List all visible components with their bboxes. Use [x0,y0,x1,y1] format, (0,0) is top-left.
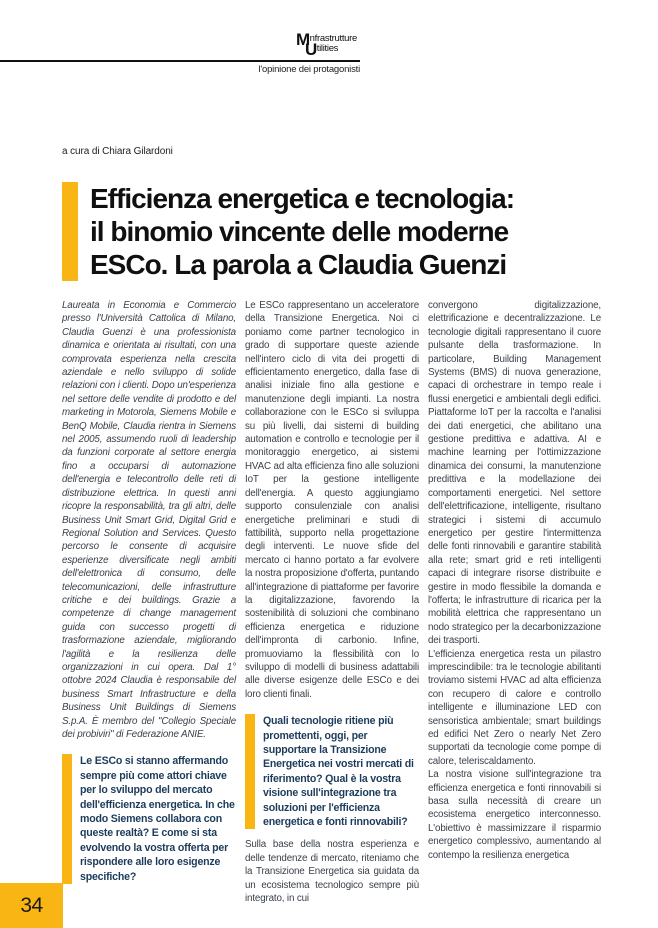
headline-line-1: Efficienza energetica e tecnologia: [90,183,515,214]
question-2-text: Quali tecnologie ritiene più promettenti, oggi, per supportare la Transizione Energetica nei vostri mercati di riferimento? Qual è la vostra visione sull'integrazione tra soluzioni per l'efficienza energetica e fonti rinnovabili? [263,715,414,829]
answer-2-paragraph-3: La nostra visione sull'integrazione tra efficienza energetica e fonti rinnovabili si basa sulla necessità di creare un ecosistema energetico interconnesso. L'obiettivo è massimizzare il risparmio energetico complessivo, aumentando al contempo la resilienza energetica [428,769,601,861]
page-number: 34 [20,893,43,917]
mu-infrastrutture-utilities-logo [296,30,366,59]
question-accent-bar [245,714,255,829]
masthead-tagline: l'opinione dei protagonisti [258,64,360,75]
question-accent-bar [62,754,72,884]
column-1 [62,299,236,893]
logo-word-tilities: tilities [316,43,339,54]
column-3 [428,299,601,862]
answer-2-paragraph-2: L'efficienza energetica resta un pilastro imprescindibile: tra le tecnologie abilitanti troviamo sistemi HVAC ad alta efficienza con recupero di calore e controllo intelligente e illuminazione LED con sensoristica ambientale; smart buildings ed edifici Net Zero o nearly Net Zero supportati da tecnologie come pompe di calore, teleriscaldamento. [428,648,601,767]
headline-accent-bar [62,182,78,281]
answer-1-text: Le ESCo rappresentano un acceleratore della Transizione Energetica. Noi ci poniamo come partner tecnologico in grado di supportare queste aziende nell'intero ciclo di vita dei progetti di efficientamento energetico, dalla fase di analisi iniziale fino alla gestione e manutenzione degli impianti. La nostra collaborazione con le ESCo si sviluppa su più livelli, dai sistemi di building automation e controllo e tecnologie per il monitoraggio energetico, ai sistemi HVAC ad alta efficienza fino alle soluzioni IoT per la gestione intelligente dell'energia. A questo aggiungiamo supporto consulenziale con analisi energetiche preliminari e studi di fattibilità, supporto nella progettazione degli interventi. Le nuove sfide del mercato ci hanno portato a far evolvere la nostra proposizione d'offerta, puntando all'integrazione di piattaforme per favorire la digitalizzazione, favorendo la sostenibilità di soluzioni che combinano efficienza energetica e riduzione dell'impronta di carbonio. Infine, promuoviamo la flessibilità con lo sviluppo di modelli di business adattabili alle diverse esigenze delle ESCo e dei loro clienti finali. [245,300,419,700]
logo-letter-m: M [296,30,310,49]
headline-line-3: ESCo. La parola a Claudia Guenzi [90,249,507,280]
question-1-block [62,754,236,884]
page-title [90,182,514,281]
interviewee-bio: Laureata in Economia e Commercio presso l'Università Cattolica di Milano, Claudia Guenzi è una professionista dinamica e orientata ai risultati, con una comprovata esperienza nella crescita aziendale e nello sviluppo di solide relazioni con i clienti. Dopo un'esperienza nel settore delle vendite di prodotto e del marketing in Motorola, Siemens Mobile e BenQ Mobile, Claudia rientra in Siemens nel 2005, assumendo ruoli di leadership da funzioni corporate al settore energia fino a occuparsi di automazione dell'energia e telecontrollo delle reti di distribuzione elettrica. In questi anni ricopre la responsabilità, tra gli altri, delle Business Unit Smart Grid, Digital Grid e Regional Solution and Services. Questo percorso le consente di acquisire esperienze diversificate negli ambiti dell'elettronica di consumo, delle telecomunicazioni, delle infrastrutture critiche e dei buildings. Grazie a competenze di change management guida con successo progetti di trasformazione aziendale, migliorando l'agilità e la resilienza delle organizzazioni in cui opera. Dal 1° ottobre 2024 Claudia è responsabile del business Smart Infrastructure e della Business Unit Buildings di Siemens S.p.A. È membro del "Collegio Speciale dei probiviri" di Federazione ANIE. [62,300,236,740]
answer-2-paragraph-1: convergono digitalizzazione, elettrificazione e decentralizzazione. Le tecnologie digitali rappresentano il cuore pulsante della trasformazione. In particolare, Building Management Systems (BMS) di nuova generazione, capaci di orchestrare in tempo reale i flussi energetici e ambientali degli edifici. Piattaforme IoT per la raccolta e l'analisi dei dati energetici, che abilitano una gestione predittiva e adattiva. AI e machine learning per l'ottimizzazione dinamica dei consumi, la manutenzione predittiva e la modellazione dei comportamenti energetici. Nel settore dell'elettrificazione, intelligente, risultano strategici i sistemi di accumulo energetico per gestire l'intermittenza delle fonti rinnovabili e garantire stabilità alla rete; smart grid e reti intelligenti capaci di integrare risorse distribuite e gestire in modo flessibile la domanda e l'offerta; le infrastrutture di ricarica per la mobilità elettrica che rappresentano un nodo strategico per la decarbonizzazione dei trasporti. [428,300,601,647]
page-number-block [0,883,63,928]
headline-line-2: il binomio vincente delle moderne [90,216,509,247]
logo-word-infrastrutture: nfrastrutture [309,33,357,44]
answer-2-paragraph-start: Sulla base della nostra esperienza e delle tendenze di mercato, riteniamo che la Transizione Energetica sia guidata da un ecosistema tecnologico sempre più integrato, in cui [245,839,419,905]
headline-block [62,182,514,281]
byline: a cura di Chiara Gilardoni [62,146,173,157]
question-1-text: Le ESCo si stanno affermando sempre più come attori chiave per lo sviluppo del mercato dell'efficienza energetica. In che modo Siemens collabora con queste realtà? E come si sta evolvendo la vostra offerta per rispondere alle loro esigenze specifiche? [80,755,235,883]
column-2 [245,299,419,905]
question-2-block [245,714,419,829]
logo-letter-u: U [305,40,317,59]
masthead-rule [0,60,360,62]
